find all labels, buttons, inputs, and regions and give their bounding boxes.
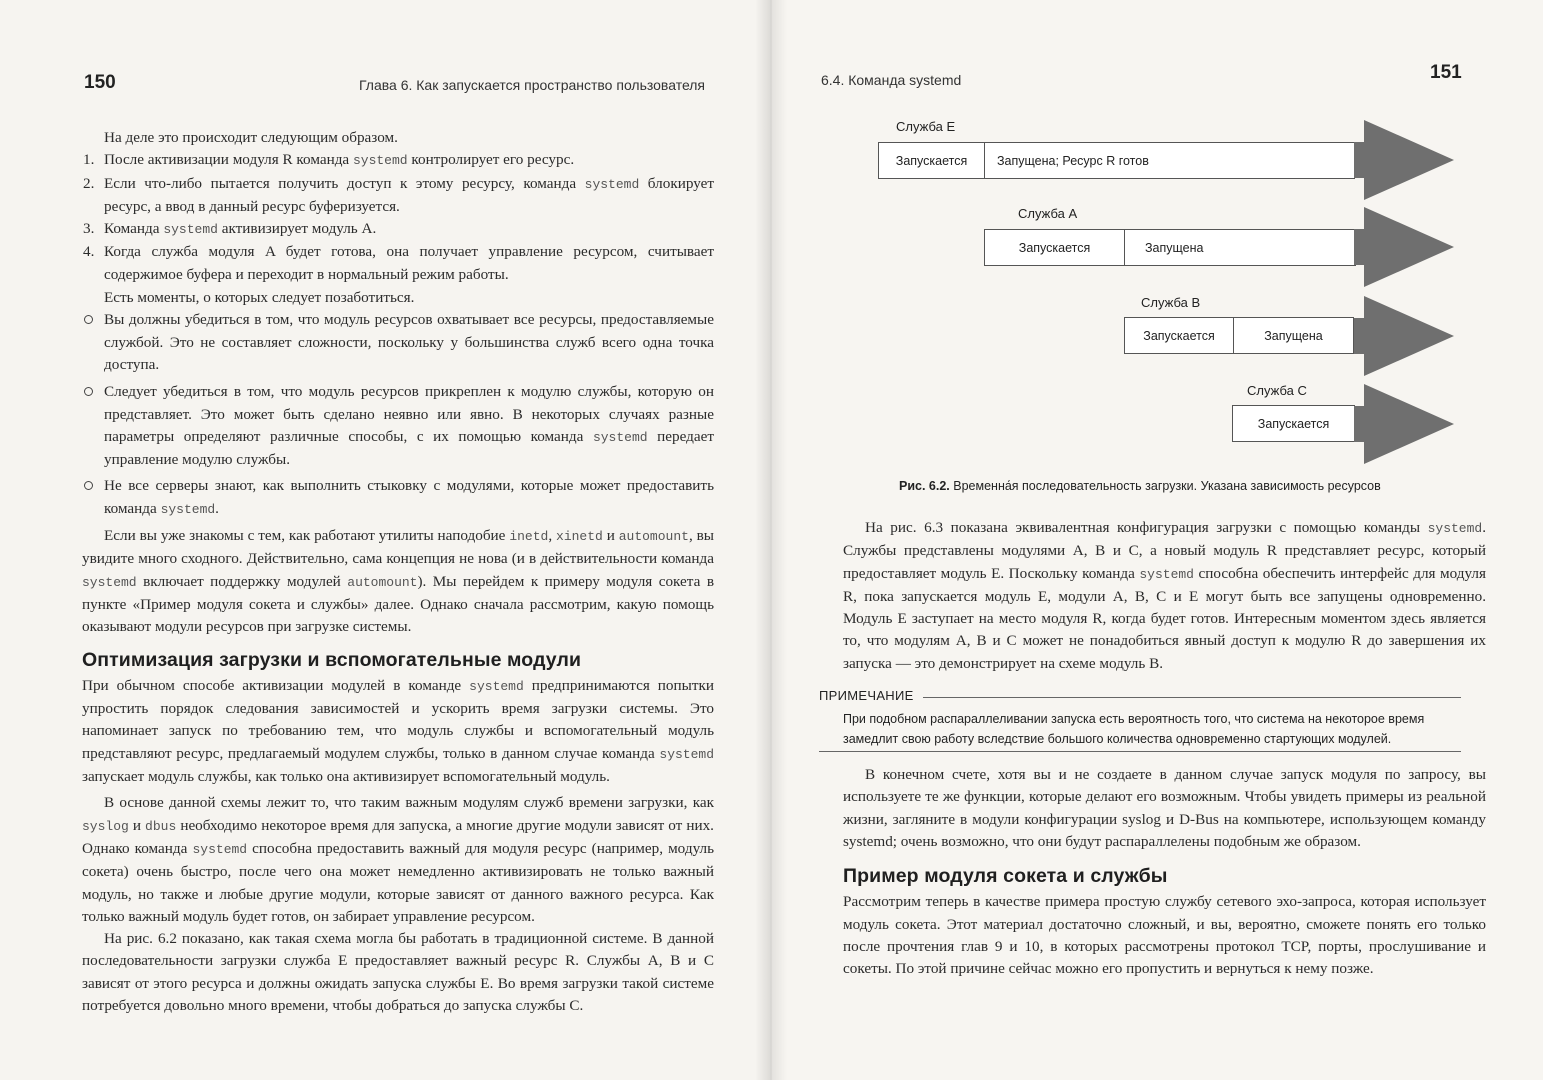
list-item: Не все серверы знают, как выполнить стыковку с модулями, которые может предоставить команда systemd. — [82, 475, 714, 521]
service-label: Служба C — [1247, 383, 1307, 398]
basis-paragraph: В основе данной схемы лежит то, что таким важным модулям служб времени загрузки, как syslog и dbus необходимо некоторое время для запуска, а многие другие модули зависят от них. Однако команда systemd способна предоставить важный для модуля ресурс (например, модуль сокета) очень быстро, после чего она может немедленно активизировать не только важный модуль, но также и любые другие модули, которые зависят от данного важного ресурса. Как только важный модуль будет готов, он забирает управление ресурсом. — [82, 794, 714, 925]
final-paragraph: В конечном счете, хотя вы и не создаете в данном случае запуск модуля по запросу, вы используете те же функции, которые делают его возможным. Чтобы увидеть примеры из реальной жизни, загляните в модули конфигурации syslog и D-Bus на компьютере, использующем команду systemd; очень возможно, что они будут распараллелены подобным же образом. — [843, 766, 1486, 850]
service-timeline-bar — [1124, 317, 1354, 354]
figure-reference-paragraph: На рис. 6.2 показано, как такая схема могла бы работать в традиционной системе. В данной последовательности загрузки служба E предоставляет важный ресурс R. Службы A, B и C зависят от этого ресурса и должны ожидать запуска службы E. Во время загрузки такой системе потребуется довольно много времени, чтобы добраться до запуска службы C. — [82, 930, 714, 1014]
note-divider — [923, 697, 1461, 698]
note-label: ПРИМЕЧАНИЕ — [819, 688, 914, 703]
timeline-segment: Запущена — [1124, 229, 1356, 266]
list-item: 2. Если что-либо пытается получить доступ к этому ресурсу, команда systemd блокирует ресурс, а ввод в данный ресурс буферизуется. — [83, 174, 715, 215]
steps-list — [82, 149, 714, 287]
list-item: 1. После активизации модуля R команда systemd контролирует его ресурс. — [83, 151, 575, 169]
running-head: Глава 6. Как запускается пространство пользователя — [359, 77, 706, 93]
timeline-segment: Запущена — [1233, 317, 1354, 354]
timeline-segment: Запущена; Ресурс R готов — [984, 142, 1355, 179]
arrowhead-icon — [1354, 384, 1456, 466]
note-text: При подобном распараллеливании запуска есть вероятность того, что система на некоторое время замедлит свою работу вследствие большого количества одновременно стартующих модулей. — [843, 712, 1425, 746]
service-label: Служба A — [1018, 206, 1078, 221]
service-label: Служба E — [896, 119, 956, 134]
list-item: 4. Когда служба модуля A будет готова, она получает управление ресурсом, считывает содержимое буфера и переходит в нормальный режим работы. — [83, 243, 714, 283]
right-column-top — [843, 517, 1486, 675]
right-page — [771, 0, 1543, 1080]
left-column — [82, 127, 714, 1017]
bullet-circle-icon — [84, 387, 93, 396]
optimization-paragraph: При обычном способе активизации модулей в команде systemd предпринимаются попытки упростить порядок следования зависимостей и ускорить время загрузки системы. Это напоминает запуск по требованию тем, что модуль службы и вспомогательный модуль представляют ресурс, предлагаемый модулем службы, только в данном случае команда systemd запускает модуль службы, как только она активизирует вспомогательный модуль. — [82, 676, 714, 786]
concerns-list — [82, 309, 714, 521]
figure-caption: Рис. 6.2. Временна́я последовательность загрузки. Указана зависимость ресурсов — [899, 479, 1381, 493]
note-divider — [819, 751, 1461, 752]
service-timeline-bar — [984, 229, 1356, 266]
figure63-paragraph: На рис. 6.3 показана эквивалентная конфигурация загрузки с помощью команды systemd. Службы представлены модулями A, B и C, а новый модуль R представляет ресурс, который предоставляет модуль E. Поскольку команда systemd способна обеспечить интерфейс для модуля R, пока запускается модуль E, модули A, B, C и E могут быть все запущены одновременно. Модуль E заступает на место модуля R, когда будет готов. Интересным моментом здесь является то, что модулям A, B и C может не понадобиться явный доступ к модулю R до завершения их запуска — это демонстрирует на схеме модуль B. — [843, 519, 1486, 672]
timeline-segment: Запускается — [878, 142, 984, 179]
section-heading: Пример модуля сокета и службы — [843, 865, 1168, 888]
book-gutter — [755, 0, 787, 1080]
running-head: 6.4. Команда systemd — [821, 72, 962, 88]
inetd-paragraph: Если вы уже знакомы с тем, как работают утилиты наподобие inetd, xinetd и automount, вы увидите много сходного. Действительно, сама концепция не нова (и в действительности команда systemd включает поддержку модулей automount). Мы перейдем к примеру модуля сокета в пункте «Пример модуля сокета и службы» далее. Однако сначала рассмотрим, какую помощь оказывают модули ресурсов при загрузке системы. — [82, 527, 714, 636]
timeline-segment: Запускается — [1232, 405, 1355, 442]
socket-paragraph: Рассмотрим теперь в качестве примера простую службу сетевого эхо-запроса, которая использует модуль сокета. Этот материал достаточно сложный, и вы, вероятно, сможете понять его только после прочтения глав 9 и 10, в которых рассмотрены протокол TCP, порты, прослушивание и сокеты. По этой причине сейчас можно его пропустить и вернуться к нему позже. — [843, 893, 1486, 978]
right-column-bottom — [843, 764, 1486, 981]
service-timeline-bar — [1232, 405, 1355, 442]
service-timeline-bar — [878, 142, 1355, 179]
page-number: 151 — [1430, 62, 1462, 83]
page-number: 150 — [84, 72, 116, 93]
list-item: 3. Команда systemd активизирует модуль A. — [83, 220, 377, 238]
bullet-circle-icon — [84, 315, 93, 324]
intro-paragraph: На деле это происходит следующим образом. — [104, 129, 398, 146]
arrowhead-icon — [1354, 207, 1456, 289]
timeline-segment: Запускается — [984, 229, 1124, 266]
service-label: Служба B — [1141, 295, 1201, 310]
list-item: Следует убедиться в том, что модуль ресурсов прикреплен к модулю службы, которую он представляет. Это может быть сделано неявно или явно. В некоторых случаях разные параметры определяют различные способы, с их помощью команда systemd передает управление модулю службы. — [82, 381, 714, 471]
bullet-circle-icon — [84, 481, 93, 490]
timeline-segment: Запускается — [1124, 317, 1233, 354]
left-page — [0, 0, 771, 1080]
arrowhead-icon — [1354, 296, 1456, 378]
arrowhead-icon — [1354, 120, 1456, 202]
list-item: Вы должны убедиться в том, что модуль ресурсов охватывает все ресурсы, предоставляемые службой. Это не составляет сложности, поскольку у большинства служб всего одна точка доступа. — [82, 309, 714, 377]
concerns-intro: Есть моменты, о которых следует позаботиться. — [104, 289, 415, 307]
section-heading: Оптимизация загрузки и вспомогательные модули — [82, 648, 582, 671]
